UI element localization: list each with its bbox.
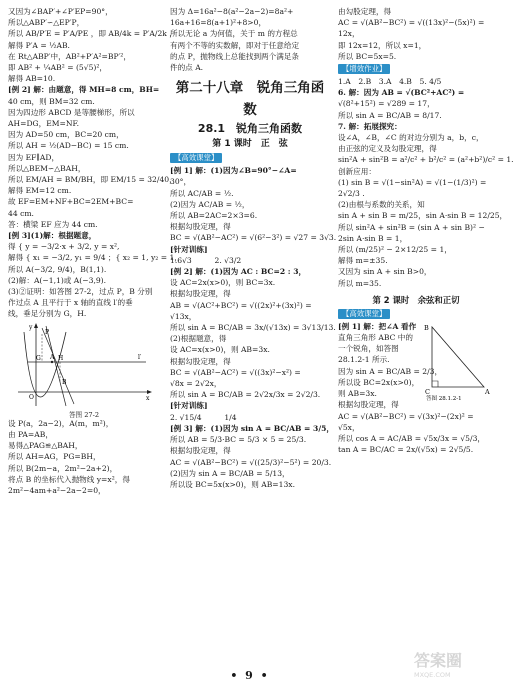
text-line: 根据勾股定理，得 — [170, 289, 231, 299]
text-line: 所以 AH = ½(AD−BC) = 15 cm. — [8, 141, 129, 151]
text-line: 解得 AB=10. — [8, 74, 56, 84]
text-line: 所以 A(−3/2, 9/4)，B(1,1). — [8, 264, 107, 274]
text-line: 因为 AD=50 cm，BC=20 cm， — [8, 130, 124, 140]
text-line: 解得 m=±35. — [338, 256, 388, 266]
label-x: x — [146, 394, 150, 402]
column-middle-top-text — [170, 6, 330, 73]
text-line: 根据勾股定理，得 — [170, 356, 231, 366]
text-line: 所以设 BC=5x(x>0)，则 AB=13x. — [170, 479, 295, 489]
text-line: 2√2/3 . — [338, 189, 365, 199]
text-line: (1) sin B = √(1−sin²A) = √(1−(1/3)²) = — [338, 177, 487, 187]
text-line: 设 AC=x(x>0)，则 AB=3x. — [170, 345, 270, 355]
text-line: AC = √(AB²−BC²) = √(3x)²−(2x)² = — [338, 411, 474, 421]
column-middle — [170, 6, 337, 490]
text-line: [例 1] 解：把∠A 看作 — [338, 321, 417, 331]
practice-answer-2: 2. √15/4 1/4 — [170, 412, 237, 422]
coordinate-sketch — [14, 322, 154, 408]
text-line: 所以 B(2m−a，2m²−2a+2)， — [8, 463, 118, 473]
text-line: 所以无论 a 为何值，关于 m 的方程总 — [170, 29, 298, 39]
column-left-text-after — [8, 418, 158, 496]
text-line: 又因为∠BAP′+∠P′EP=90°， — [8, 7, 113, 16]
text-line: 所以 AB=2AC=2×3=6. — [170, 211, 258, 221]
text-line: 所以 BC=5x=5. — [338, 51, 397, 61]
text-line: 即 12x=12，所以 x=1， — [338, 40, 427, 50]
text-line: 所以 sin A = BC/AB = 2√2x/3x = 2√2/3. — [170, 390, 321, 400]
text-line: [例 2] 解：由题意，得 MH=8 cm，BH= — [8, 85, 160, 95]
text-line: 16a+16=8(a+1)²+8>0， — [170, 18, 267, 28]
watermark-logo — [414, 648, 494, 686]
homework-text — [338, 76, 514, 289]
text-line: 所以 sin²A + sin²B = (sin A + sin B)² − — [338, 222, 485, 232]
example-2-text — [170, 266, 336, 400]
text-line: 即 AB² + ¼AB² = (5√5)²， — [8, 63, 108, 73]
label-b: B — [62, 378, 67, 386]
text-line: (2)解：A(−1,1)或 A(−3,9). — [8, 275, 107, 285]
figure-caption: 答图 27-2 — [68, 410, 100, 419]
text-line: 所以 EM/AH = BM/BH，即 EM/15 = 32/40， — [8, 175, 177, 185]
text-line: 由 PA=AB， — [8, 429, 53, 439]
text-line: 得 { y = −3/2·x + 3/2, y = x², — [8, 242, 120, 252]
text-line: 设 P(a，2a−2)，A(m，m²)， — [8, 418, 114, 428]
text-line: 30°， — [170, 177, 192, 187]
text-line: 直角三角形 ABC 中的 — [338, 333, 413, 343]
watermark-text: 答案圈 — [414, 651, 463, 670]
text-line: 6. 解：因为 AB = √(BC²+AC²) = — [338, 88, 465, 98]
text-line: (2)根据题意，得 — [170, 334, 227, 344]
text-line: [例 3] 解：(1)因为 sin A = BC/AB = 3/5， — [170, 423, 334, 433]
text-line: √8x = 2√2x， — [170, 379, 222, 389]
text-line: (2)因为 AC/AB = ½， — [170, 199, 250, 209]
text-line: AB = √(AC²+BC²) = √((2x)²+(3x)²) = — [170, 300, 312, 310]
text-line: 2sin A·sin B = 1， — [338, 233, 408, 243]
text-line: AC = √(AB²−BC²) = √((25/3)²−5²) = 20/3. — [170, 457, 332, 467]
text-line: 所以 AC/AB = ½. — [170, 188, 234, 198]
practice-label: [针对训练] — [170, 244, 208, 254]
text-line: 设∠A，∠B，∠C 的对边分别为 a，b，c， — [338, 133, 484, 143]
text-line: tan A = BC/AC = 2x/(√5x) = 2√5/5. — [338, 445, 474, 455]
text-line: 易得△PAG≌△BAH， — [8, 441, 83, 451]
text-line: 设 AC=2x(x>0)，则 BC=3x. — [170, 278, 276, 288]
text-line: 则 AB=3x. — [338, 389, 377, 399]
text-line: 有两个不等的实数解，即对于任意给定 — [170, 40, 300, 50]
text-line: 12x， — [338, 29, 360, 39]
label-p: P — [45, 328, 50, 336]
text-line: 44 cm. — [8, 208, 34, 218]
lesson-subheading: 第 1 课时 正 弦 — [212, 139, 288, 150]
text-line: 所以 sin A = BC/AB = 3x/(√13x) = 3√13/13. — [170, 323, 336, 333]
text-line: 解得 P′A = ½AB. — [8, 40, 70, 50]
tri-caption: 答图 28.1.2-1 — [426, 395, 462, 402]
text-line: 故 EF=EM+NF+BC=2EM+BC= — [8, 197, 134, 207]
text-line: 根据勾股定理，得 — [170, 222, 231, 232]
text-line: 因为四边形 ABCD 是等腰梯形，所以 — [8, 107, 135, 117]
text-line: (3)②证明：如答图 27-2，过点 P，B 分别 — [8, 287, 153, 297]
example-3-text — [170, 423, 334, 490]
text-line: 因为 sin A = BC/AB = 2/3， — [338, 366, 443, 376]
example-1-text — [170, 165, 337, 243]
page-number: • 9 • — [230, 669, 270, 682]
section-tag-classroom: 【高效课堂】 — [170, 153, 222, 163]
text-line: 答：横梁 EF 应为 44 cm. — [8, 219, 98, 229]
text-line: 解得 { x₁ = −3/2, y₁ = 9/4 ；{ x₂ = 1, y₂ = 1， — [8, 253, 182, 263]
text-line: 线，垂足分别为 G，H. — [8, 309, 87, 319]
watermark-url: MXQE.COM — [414, 671, 451, 679]
tri-label-c: C — [425, 387, 430, 396]
text-line: 由勾股定理，得 — [338, 7, 392, 16]
text-line: 作过点 A 且平行于 x 轴的直线 l′的垂 — [8, 298, 133, 308]
text-line: 根据勾股定理，得 — [338, 400, 399, 410]
text-line: 2m²−4am+a²−2a−2=0， — [8, 485, 106, 495]
text-line: 所以 cos A = AC/AB = √5x/3x = √5/3， — [338, 433, 485, 443]
tri-label-b: B — [424, 323, 429, 332]
text-line: 所以△BEM∽△BAH， — [8, 163, 86, 173]
text-line: 根据勾股定理，得 — [170, 446, 231, 456]
text-line: 解得 EM=12 cm. — [8, 186, 72, 196]
practice-answer: 1.6√3 2. √3/2 — [170, 255, 242, 265]
text-line: 所以设 BC=2x(x>0)， — [338, 377, 420, 387]
text-line: 一个锐角，如答图 — [338, 344, 399, 354]
text-line: 所以 AB/P′E = P′A/PE ，即 AB/4k = P′A/2k ， — [8, 29, 177, 39]
text-line: 1.A 2.B 3.A 4.B 5. 4/5 — [338, 77, 442, 87]
text-line: 所以 sin A = BC/AB = 8/17. — [338, 110, 442, 120]
right-triangle-figure — [422, 321, 494, 401]
text-line: 的点 P，抛物线上总能找到两个满足条 — [170, 51, 300, 61]
text-line: [例 1] 解：(1)因为∠B=90°−∠A= — [170, 166, 297, 176]
text-line: √13x， — [170, 311, 197, 321]
label-l-prime: l′ — [138, 353, 142, 361]
text-line: AH=DG，EM=NF. — [8, 119, 80, 129]
figure-27-2 — [14, 322, 154, 418]
column-right — [338, 6, 514, 455]
practice-label-2: [针对训练] — [170, 401, 208, 411]
text-line: √(8²+15²) = √289 = 17， — [338, 99, 435, 109]
text-line: 28.1.2-1 所示. — [338, 355, 390, 365]
chapter-title: 第二十八章 锐角三角函数 — [175, 80, 325, 119]
label-y: y — [29, 323, 33, 331]
text-line: (2)由根与系数的关系，知 — [338, 200, 425, 210]
text-line: [例 2] 解：(1)因为 AC : BC=2 : 3， — [170, 267, 307, 277]
text-line: 所以 (m/25)² − 2×12/25 = 1， — [338, 245, 452, 255]
text-line: 在 Rt△ABP′中，AB²+P′A²=BP′²， — [8, 51, 131, 61]
text-line: 所以△ABP′∽△EP′P， — [8, 18, 85, 28]
label-h: H — [58, 354, 64, 362]
text-line: 7. 解：拓展探究： — [338, 121, 402, 131]
text-line: 因为 EF∥AD， — [8, 152, 60, 162]
label-o: O — [29, 393, 34, 401]
text-line: [例 3](1)解：根据题意， — [8, 231, 97, 241]
text-line: BC = √(AB²−AC²) = √(6²−3²) = √27 = 3√3. — [170, 233, 337, 243]
text-line: 又因为 sin A + sin B>0， — [338, 267, 432, 277]
text-line: 40 cm，则 BM=32 cm. — [8, 96, 95, 106]
text-line: AC = √(AB²−BC²) = √((13x)²−(5x)²) = — [338, 18, 485, 28]
section-tag-classroom-2: 【高效课堂】 — [338, 309, 390, 319]
tri-label-a: A — [485, 387, 490, 396]
text-line: 所以 AH=AG，PG=BH， — [8, 452, 101, 462]
text-line: 创新应用： — [338, 166, 376, 176]
text-line: √5x， — [338, 422, 360, 432]
text-line: 由正弦的定义及勾股定理，得 — [338, 144, 437, 154]
text-line: 将点 B 的坐标代入抛物线 y=x²，得 — [8, 474, 130, 484]
text-line: sin A + sin B = m/25，sin A·sin B = 12/25， — [338, 211, 508, 221]
lesson-heading: 28.1 锐角三角函数 — [197, 122, 303, 136]
text-line: 所以 AB = 5/3·BC = 5/3 × 5 = 25/3. — [170, 435, 307, 445]
text-line: 所以 m=35. — [338, 278, 382, 288]
lesson-2-title: 第 2 课时 余弦和正切 — [372, 294, 460, 305]
label-g: G — [36, 354, 41, 362]
text-line: BC = √(AB²−AC²) = √((3x)²−x²) = — [170, 367, 301, 377]
text-line: 件的点 A. — [170, 63, 204, 73]
text-line: 因为 Δ=16a²−8(a²−2a−2)=8a²+ — [170, 7, 294, 16]
column-right-top-text — [338, 6, 494, 62]
section-tag-homework: 【增效作业】 — [338, 64, 390, 74]
text-line: sin²A + sin²B = a²/c² + b²/c² = (a²+b²)/c² = 1. — [338, 155, 514, 165]
label-a: A — [50, 353, 55, 361]
text-line: (2)因为 sin A = BC/AB = 5/13， — [170, 468, 290, 478]
